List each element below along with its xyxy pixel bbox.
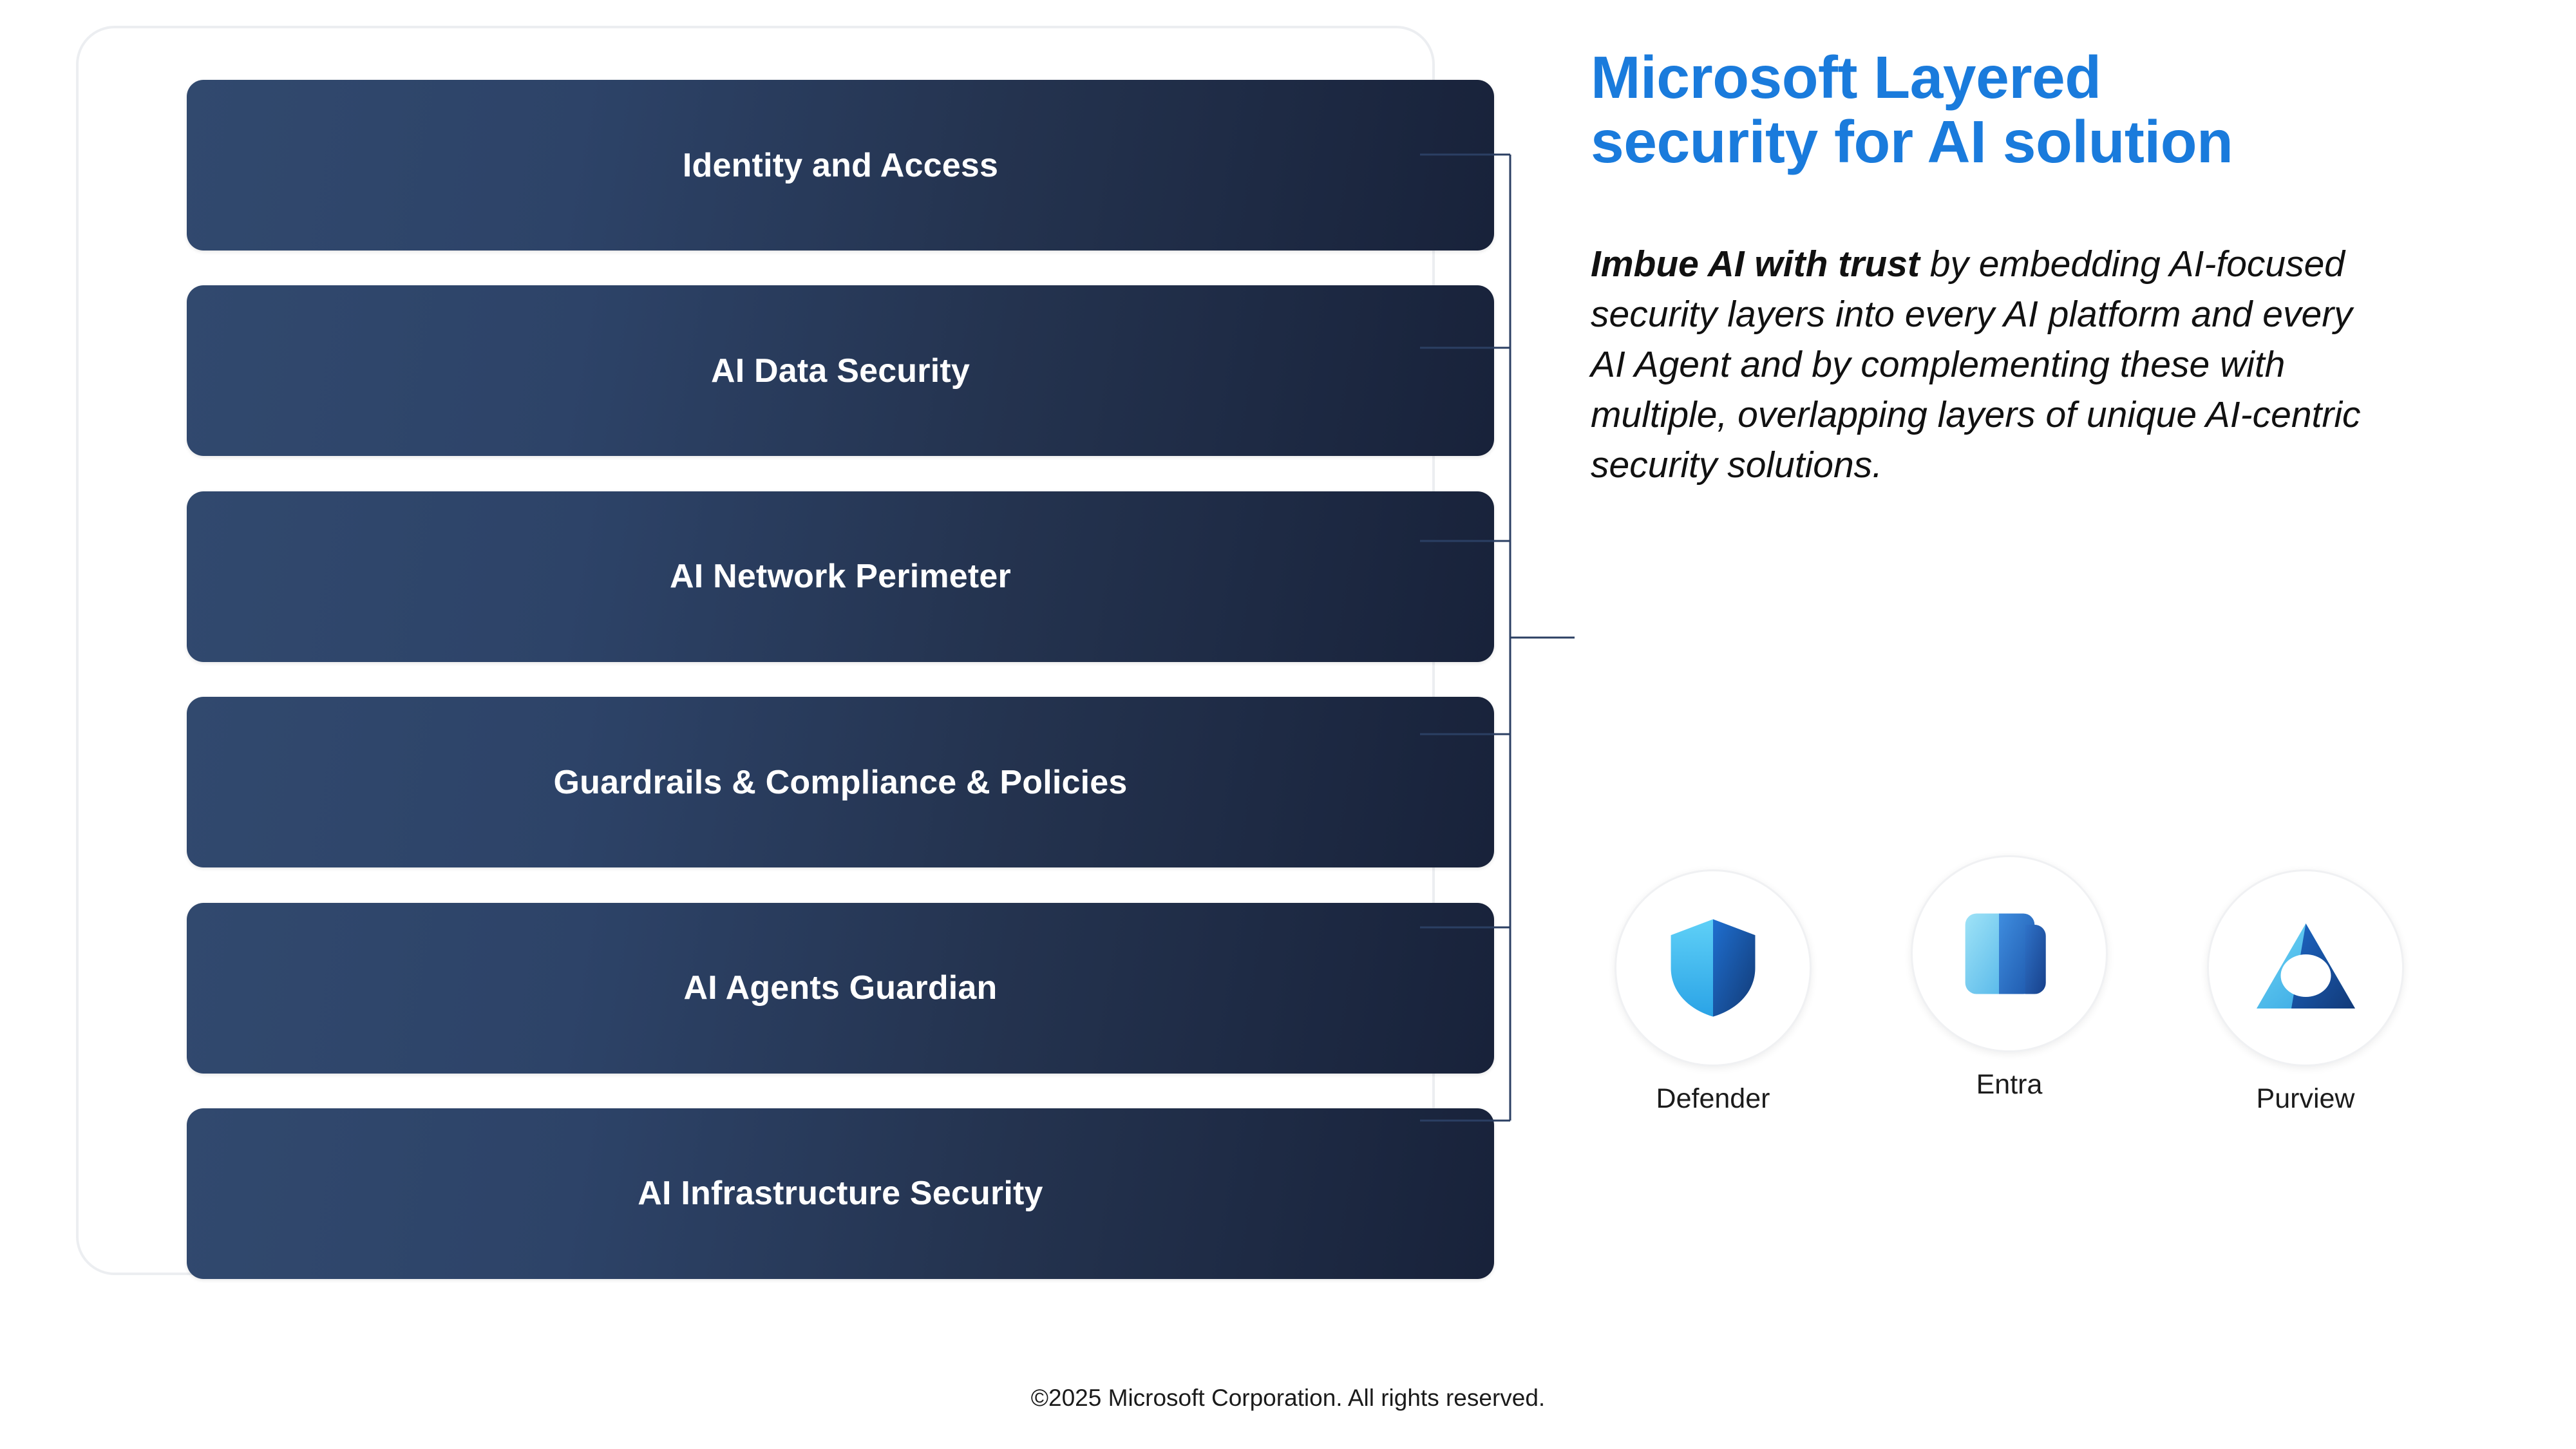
product-label: Purview [2256, 1083, 2355, 1114]
body-copy [1591, 239, 2389, 490]
product-badge-list [1616, 869, 2492, 1115]
page-title [1591, 45, 2492, 175]
layer-bar-ai-network-perimeter[interactable] [187, 491, 1494, 662]
product-icon-circle [1911, 855, 2108, 1052]
layer-label: AI Network Perimeter [670, 558, 1011, 596]
copyright-footer: ©2025 Microsoft Corporation. All rights reserved. [1030, 1385, 1546, 1411]
product-icon-circle [1615, 869, 1812, 1066]
layer-bar-ai-agents-guardian[interactable] [187, 903, 1494, 1074]
product-label: Entra [1976, 1069, 2043, 1100]
layer-label: AI Infrastructure Security [638, 1175, 1043, 1213]
product-entra[interactable] [1913, 855, 2106, 1115]
defender-shield-icon [1665, 916, 1761, 1019]
layer-label: Identity and Access [682, 146, 999, 184]
entra-icon [1958, 902, 2061, 1005]
layered-stack-panel [76, 26, 1435, 1275]
page-title-line-1: Microsoft Layered [1591, 44, 2101, 111]
layer-label: AI Data Security [710, 352, 970, 390]
layer-bar-ai-infrastructure-security[interactable] [187, 1108, 1494, 1279]
body-copy-rest: by embedding AI-focused security layers into every AI platform and every AI Agent and by complementing these with multiple, overlapping layers of unique AI-centric security solutions. [1591, 243, 2361, 486]
right-content-panel [1591, 45, 2505, 1269]
layer-bar-guardrails-compliance-policies[interactable] [187, 697, 1494, 867]
product-defender[interactable] [1616, 869, 1810, 1115]
body-copy-lead: Imbue AI with trust [1591, 243, 1920, 285]
layer-label: AI Agents Guardian [683, 969, 998, 1007]
bracket-connector-icon [1420, 129, 1575, 1133]
product-purview[interactable] [2209, 869, 2402, 1115]
product-icon-circle [2207, 869, 2404, 1066]
layer-label: Guardrails & Compliance & Policies [553, 763, 1128, 801]
layer-bar-ai-data-security[interactable] [187, 285, 1494, 456]
layer-bar-identity-and-access[interactable] [187, 80, 1494, 251]
layer-bar-list [187, 80, 1494, 1279]
page-title-line-2: security for AI solution [1591, 108, 2233, 176]
purview-icon [2253, 920, 2359, 1016]
product-label: Defender [1656, 1083, 1770, 1114]
